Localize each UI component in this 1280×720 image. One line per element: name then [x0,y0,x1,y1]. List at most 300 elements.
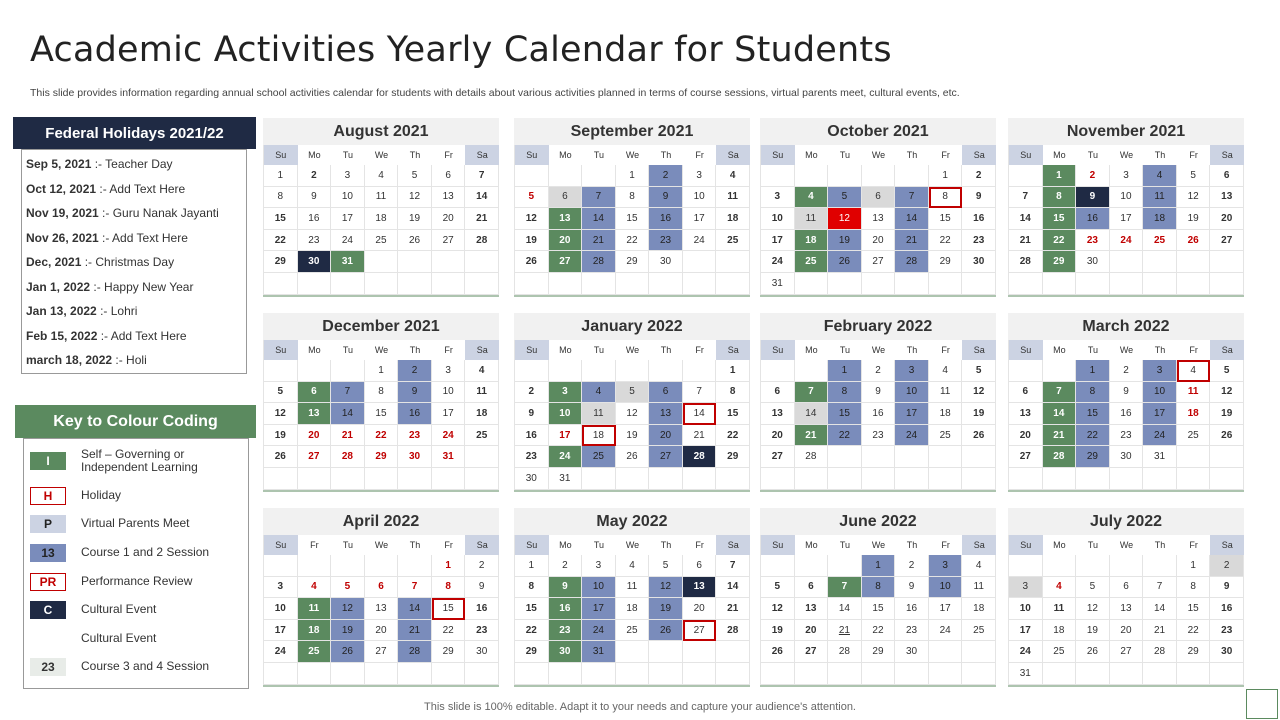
day-cell[interactable]: 6 [365,577,399,599]
day-cell[interactable]: 11 [365,187,399,209]
day-cell[interactable]: 5 [828,187,862,209]
day-cell[interactable]: 11 [465,382,499,404]
day-cell[interactable]: 30 [962,251,996,273]
day-cell[interactable]: 23 [862,425,896,447]
day-cell[interactable]: 11 [929,382,963,404]
day-cell[interactable]: 23 [962,230,996,252]
day-cell[interactable]: 7 [716,555,750,577]
day-cell[interactable]: 4 [795,187,829,209]
day-cell[interactable]: 10 [432,382,466,404]
day-cell[interactable]: 6 [432,165,466,187]
day-cell[interactable]: 25 [365,230,399,252]
day-cell[interactable]: 9 [549,577,583,599]
day-cell[interactable]: 28 [683,446,717,468]
day-cell[interactable]: 9 [1110,382,1144,404]
day-cell[interactable]: 24 [1009,641,1043,663]
day-cell[interactable]: 29 [264,251,298,273]
day-cell[interactable]: 4 [1177,360,1211,382]
day-cell[interactable]: 2 [895,555,929,577]
day-cell[interactable]: 7 [828,577,862,599]
day-cell[interactable]: 2 [398,360,432,382]
day-cell[interactable]: 24 [895,425,929,447]
day-cell[interactable]: 26 [649,620,683,642]
day-cell[interactable]: 29 [1177,641,1211,663]
day-cell[interactable]: 22 [1177,620,1211,642]
day-cell[interactable]: 8 [616,187,650,209]
day-cell[interactable]: 17 [432,403,466,425]
day-cell[interactable]: 29 [929,251,963,273]
day-cell[interactable]: 8 [716,382,750,404]
day-cell[interactable]: 25 [1043,641,1077,663]
day-cell[interactable]: 16 [465,598,499,620]
day-cell[interactable]: 4 [962,555,996,577]
day-cell[interactable]: 3 [1143,360,1177,382]
day-cell[interactable]: 13 [649,403,683,425]
day-cell[interactable]: 13 [1110,598,1144,620]
day-cell[interactable]: 23 [465,620,499,642]
day-cell[interactable]: 6 [1009,382,1043,404]
day-cell[interactable]: 4 [582,382,616,404]
day-cell[interactable]: 22 [365,425,399,447]
day-cell[interactable]: 10 [1009,598,1043,620]
day-cell[interactable]: 30 [895,641,929,663]
day-cell[interactable]: 15 [1177,598,1211,620]
day-cell[interactable]: 8 [365,382,399,404]
day-cell[interactable]: 11 [1143,187,1177,209]
day-cell[interactable]: 25 [962,620,996,642]
day-cell[interactable]: 28 [828,641,862,663]
day-cell[interactable]: 15 [862,598,896,620]
day-cell[interactable]: 10 [761,208,795,230]
day-cell[interactable]: 29 [515,641,549,663]
day-cell[interactable]: 8 [828,382,862,404]
day-cell[interactable]: 22 [929,230,963,252]
day-cell[interactable]: 27 [1110,641,1144,663]
day-cell[interactable]: 5 [331,577,365,599]
day-cell[interactable]: 12 [1177,187,1211,209]
day-cell[interactable]: 27 [298,446,332,468]
day-cell[interactable]: 18 [365,208,399,230]
day-cell[interactable]: 13 [862,208,896,230]
day-cell[interactable]: 15 [264,208,298,230]
day-cell[interactable]: 1 [716,360,750,382]
day-cell[interactable]: 14 [331,403,365,425]
day-cell[interactable]: 19 [398,208,432,230]
day-cell[interactable]: 30 [649,251,683,273]
day-cell[interactable]: 22 [264,230,298,252]
day-cell[interactable]: 20 [1210,208,1244,230]
day-cell[interactable]: 11 [616,577,650,599]
day-cell[interactable]: 21 [1143,620,1177,642]
day-cell[interactable]: 14 [828,598,862,620]
day-cell[interactable]: 3 [432,360,466,382]
day-cell[interactable]: 20 [1110,620,1144,642]
day-cell[interactable]: 11 [962,577,996,599]
day-cell[interactable]: 22 [515,620,549,642]
day-cell[interactable]: 18 [795,230,829,252]
day-cell[interactable]: 28 [1009,251,1043,273]
day-cell[interactable]: 4 [298,577,332,599]
day-cell[interactable]: 8 [264,187,298,209]
day-cell[interactable]: 26 [264,446,298,468]
day-cell[interactable]: 3 [683,165,717,187]
day-cell[interactable]: 13 [795,598,829,620]
day-cell[interactable]: 9 [1210,577,1244,599]
day-cell[interactable]: 20 [683,598,717,620]
day-cell[interactable]: 16 [649,208,683,230]
day-cell[interactable]: 15 [1076,403,1110,425]
day-cell[interactable]: 21 [683,425,717,447]
day-cell[interactable]: 29 [1076,446,1110,468]
day-cell[interactable]: 29 [862,641,896,663]
day-cell[interactable]: 3 [895,360,929,382]
day-cell[interactable]: 1 [1043,165,1077,187]
day-cell[interactable]: 29 [365,446,399,468]
day-cell[interactable]: 20 [432,208,466,230]
day-cell[interactable]: 30 [1110,446,1144,468]
day-cell[interactable]: 13 [761,403,795,425]
day-cell[interactable]: 21 [465,208,499,230]
day-cell[interactable]: 12 [962,382,996,404]
day-cell[interactable]: 20 [761,425,795,447]
day-cell[interactable]: 19 [649,598,683,620]
day-cell[interactable]: 23 [549,620,583,642]
day-cell[interactable]: 20 [298,425,332,447]
day-cell[interactable]: 18 [716,208,750,230]
day-cell[interactable]: 1 [616,165,650,187]
day-cell[interactable]: 21 [828,620,862,642]
day-cell[interactable]: 17 [264,620,298,642]
day-cell[interactable]: 3 [761,187,795,209]
day-cell[interactable]: 10 [1143,382,1177,404]
day-cell[interactable]: 27 [649,446,683,468]
day-cell[interactable]: 15 [828,403,862,425]
day-cell[interactable]: 15 [1043,208,1077,230]
day-cell[interactable]: 5 [649,555,683,577]
day-cell[interactable]: 14 [716,577,750,599]
day-cell[interactable]: 6 [649,382,683,404]
day-cell[interactable]: 12 [264,403,298,425]
day-cell[interactable]: 20 [862,230,896,252]
day-cell[interactable]: 26 [331,641,365,663]
day-cell[interactable]: 26 [962,425,996,447]
day-cell[interactable]: 21 [895,230,929,252]
day-cell[interactable]: 11 [1177,382,1211,404]
day-cell[interactable]: 8 [862,577,896,599]
day-cell[interactable]: 18 [616,598,650,620]
day-cell[interactable]: 27 [432,230,466,252]
day-cell[interactable]: 20 [795,620,829,642]
day-cell[interactable]: 21 [1043,425,1077,447]
day-cell[interactable]: 14 [398,598,432,620]
day-cell[interactable]: 14 [465,187,499,209]
day-cell[interactable]: 4 [1043,577,1077,599]
day-cell[interactable]: 1 [432,555,466,577]
day-cell[interactable]: 6 [298,382,332,404]
day-cell[interactable]: 15 [616,208,650,230]
day-cell[interactable]: 13 [549,208,583,230]
day-cell[interactable]: 9 [465,577,499,599]
day-cell[interactable]: 31 [761,273,795,295]
day-cell[interactable]: 2 [549,555,583,577]
day-cell[interactable]: 24 [549,446,583,468]
day-cell[interactable]: 11 [582,403,616,425]
day-cell[interactable]: 2 [1110,360,1144,382]
day-cell[interactable]: 22 [716,425,750,447]
day-cell[interactable]: 26 [828,251,862,273]
day-cell[interactable]: 5 [761,577,795,599]
day-cell[interactable]: 6 [1110,577,1144,599]
day-cell[interactable]: 23 [649,230,683,252]
day-cell[interactable]: 28 [582,251,616,273]
day-cell[interactable]: 7 [1009,187,1043,209]
day-cell[interactable]: 27 [365,641,399,663]
day-cell[interactable]: 24 [761,251,795,273]
day-cell[interactable]: 30 [549,641,583,663]
day-cell[interactable]: 12 [515,208,549,230]
day-cell[interactable]: 9 [298,187,332,209]
day-cell[interactable]: 29 [1043,251,1077,273]
day-cell[interactable]: 17 [549,425,583,447]
day-cell[interactable]: 23 [895,620,929,642]
day-cell[interactable]: 31 [1009,663,1043,685]
day-cell[interactable]: 31 [582,641,616,663]
day-cell[interactable]: 21 [716,598,750,620]
day-cell[interactable]: 28 [331,446,365,468]
day-cell[interactable]: 12 [398,187,432,209]
day-cell[interactable]: 24 [1110,230,1144,252]
day-cell[interactable]: 24 [331,230,365,252]
day-cell[interactable]: 20 [649,425,683,447]
day-cell[interactable]: 19 [1076,620,1110,642]
day-cell[interactable]: 13 [1210,187,1244,209]
day-cell[interactable]: 22 [862,620,896,642]
day-cell[interactable]: 25 [716,230,750,252]
day-cell[interactable]: 19 [616,425,650,447]
day-cell[interactable]: 12 [761,598,795,620]
day-cell[interactable]: 14 [1143,598,1177,620]
day-cell[interactable]: 14 [1009,208,1043,230]
day-cell[interactable]: 23 [298,230,332,252]
day-cell[interactable]: 31 [432,446,466,468]
day-cell[interactable]: 2 [465,555,499,577]
day-cell[interactable]: 22 [828,425,862,447]
day-cell[interactable]: 11 [795,208,829,230]
day-cell[interactable]: 4 [1143,165,1177,187]
day-cell[interactable]: 15 [716,403,750,425]
day-cell[interactable]: 2 [298,165,332,187]
day-cell[interactable]: 17 [683,208,717,230]
day-cell[interactable]: 23 [1110,425,1144,447]
day-cell[interactable]: 10 [549,403,583,425]
day-cell[interactable]: 31 [331,251,365,273]
day-cell[interactable]: 20 [1009,425,1043,447]
day-cell[interactable]: 13 [683,577,717,599]
day-cell[interactable]: 25 [582,446,616,468]
day-cell[interactable]: 25 [616,620,650,642]
day-cell[interactable]: 18 [1143,208,1177,230]
day-cell[interactable]: 5 [962,360,996,382]
day-cell[interactable]: 30 [1210,641,1244,663]
day-cell[interactable]: 4 [465,360,499,382]
day-cell[interactable]: 26 [1210,425,1244,447]
day-cell[interactable]: 16 [962,208,996,230]
day-cell[interactable]: 6 [549,187,583,209]
day-cell[interactable]: 15 [432,598,466,620]
day-cell[interactable]: 9 [962,187,996,209]
day-cell[interactable]: 11 [716,187,750,209]
day-cell[interactable]: 30 [398,446,432,468]
day-cell[interactable]: 14 [1043,403,1077,425]
day-cell[interactable]: 17 [1110,208,1144,230]
day-cell[interactable]: 28 [895,251,929,273]
day-cell[interactable]: 1 [862,555,896,577]
day-cell[interactable]: 30 [1076,251,1110,273]
day-cell[interactable]: 21 [398,620,432,642]
day-cell[interactable]: 7 [582,187,616,209]
day-cell[interactable]: 3 [582,555,616,577]
day-cell[interactable]: 14 [895,208,929,230]
day-cell[interactable]: 7 [398,577,432,599]
day-cell[interactable]: 8 [515,577,549,599]
day-cell[interactable]: 6 [862,187,896,209]
day-cell[interactable]: 17 [929,598,963,620]
day-cell[interactable]: 24 [1143,425,1177,447]
day-cell[interactable]: 5 [515,187,549,209]
day-cell[interactable]: 17 [582,598,616,620]
day-cell[interactable]: 9 [398,382,432,404]
day-cell[interactable]: 3 [331,165,365,187]
day-cell[interactable]: 22 [432,620,466,642]
day-cell[interactable]: 27 [761,446,795,468]
day-cell[interactable]: 12 [331,598,365,620]
day-cell[interactable]: 7 [683,382,717,404]
day-cell[interactable]: 26 [616,446,650,468]
day-cell[interactable]: 18 [582,425,616,447]
day-cell[interactable]: 2 [515,382,549,404]
day-cell[interactable]: 24 [264,641,298,663]
day-cell[interactable]: 15 [515,598,549,620]
day-cell[interactable]: 6 [761,382,795,404]
day-cell[interactable]: 21 [582,230,616,252]
day-cell[interactable]: 9 [862,382,896,404]
day-cell[interactable]: 16 [298,208,332,230]
day-cell[interactable]: 22 [1076,425,1110,447]
day-cell[interactable]: 1 [929,165,963,187]
day-cell[interactable]: 16 [1110,403,1144,425]
day-cell[interactable]: 10 [895,382,929,404]
day-cell[interactable]: 12 [616,403,650,425]
day-cell[interactable]: 23 [515,446,549,468]
day-cell[interactable]: 6 [1210,165,1244,187]
day-cell[interactable]: 24 [432,425,466,447]
day-cell[interactable]: 18 [929,403,963,425]
day-cell[interactable]: 15 [929,208,963,230]
day-cell[interactable]: 11 [1043,598,1077,620]
day-cell[interactable]: 2 [1210,555,1244,577]
day-cell[interactable]: 19 [962,403,996,425]
day-cell[interactable]: 16 [895,598,929,620]
day-cell[interactable]: 14 [582,208,616,230]
day-cell[interactable]: 10 [582,577,616,599]
day-cell[interactable]: 6 [795,577,829,599]
day-cell[interactable]: 14 [795,403,829,425]
day-cell[interactable]: 13 [365,598,399,620]
day-cell[interactable]: 5 [398,165,432,187]
day-cell[interactable]: 27 [1009,446,1043,468]
day-cell[interactable]: 29 [716,446,750,468]
day-cell[interactable]: 31 [549,468,583,490]
day-cell[interactable]: 3 [1110,165,1144,187]
day-cell[interactable]: 19 [828,230,862,252]
day-cell[interactable]: 19 [515,230,549,252]
day-cell[interactable]: 7 [795,382,829,404]
day-cell[interactable]: 19 [1210,403,1244,425]
day-cell[interactable]: 10 [683,187,717,209]
day-cell[interactable]: 30 [298,251,332,273]
day-cell[interactable]: 28 [795,446,829,468]
day-cell[interactable]: 1 [828,360,862,382]
day-cell[interactable]: 28 [1143,641,1177,663]
day-cell[interactable]: 17 [331,208,365,230]
day-cell[interactable]: 4 [929,360,963,382]
day-cell[interactable]: 20 [365,620,399,642]
day-cell[interactable]: 5 [264,382,298,404]
day-cell[interactable]: 31 [1143,446,1177,468]
day-cell[interactable]: 5 [1210,360,1244,382]
day-cell[interactable]: 24 [582,620,616,642]
day-cell[interactable]: 7 [1143,577,1177,599]
day-cell[interactable]: 19 [264,425,298,447]
day-cell[interactable]: 10 [1110,187,1144,209]
day-cell[interactable]: 22 [1043,230,1077,252]
day-cell[interactable]: 12 [649,577,683,599]
day-cell[interactable]: 27 [795,641,829,663]
day-cell[interactable]: 7 [1043,382,1077,404]
day-cell[interactable]: 12 [828,208,862,230]
day-cell[interactable]: 13 [432,187,466,209]
day-cell[interactable]: 1 [1076,360,1110,382]
day-cell[interactable]: 7 [465,165,499,187]
day-cell[interactable]: 7 [895,187,929,209]
day-cell[interactable]: 24 [929,620,963,642]
day-cell[interactable]: 1 [264,165,298,187]
day-cell[interactable]: 25 [795,251,829,273]
day-cell[interactable]: 25 [298,641,332,663]
day-cell[interactable]: 5 [1076,577,1110,599]
day-cell[interactable]: 10 [331,187,365,209]
day-cell[interactable]: 21 [795,425,829,447]
day-cell[interactable]: 18 [962,598,996,620]
day-cell[interactable]: 7 [331,382,365,404]
day-cell[interactable]: 23 [1210,620,1244,642]
day-cell[interactable]: 28 [1043,446,1077,468]
day-cell[interactable]: 25 [465,425,499,447]
day-cell[interactable]: 6 [683,555,717,577]
day-cell[interactable]: 8 [929,187,963,209]
day-cell[interactable]: 17 [1143,403,1177,425]
day-cell[interactable]: 19 [1177,208,1211,230]
day-cell[interactable]: 12 [1076,598,1110,620]
day-cell[interactable]: 13 [1009,403,1043,425]
day-cell[interactable]: 4 [365,165,399,187]
day-cell[interactable]: 18 [298,620,332,642]
day-cell[interactable]: 16 [549,598,583,620]
day-cell[interactable]: 23 [1076,230,1110,252]
day-cell[interactable]: 25 [1143,230,1177,252]
day-cell[interactable]: 29 [616,251,650,273]
day-cell[interactable]: 28 [716,620,750,642]
